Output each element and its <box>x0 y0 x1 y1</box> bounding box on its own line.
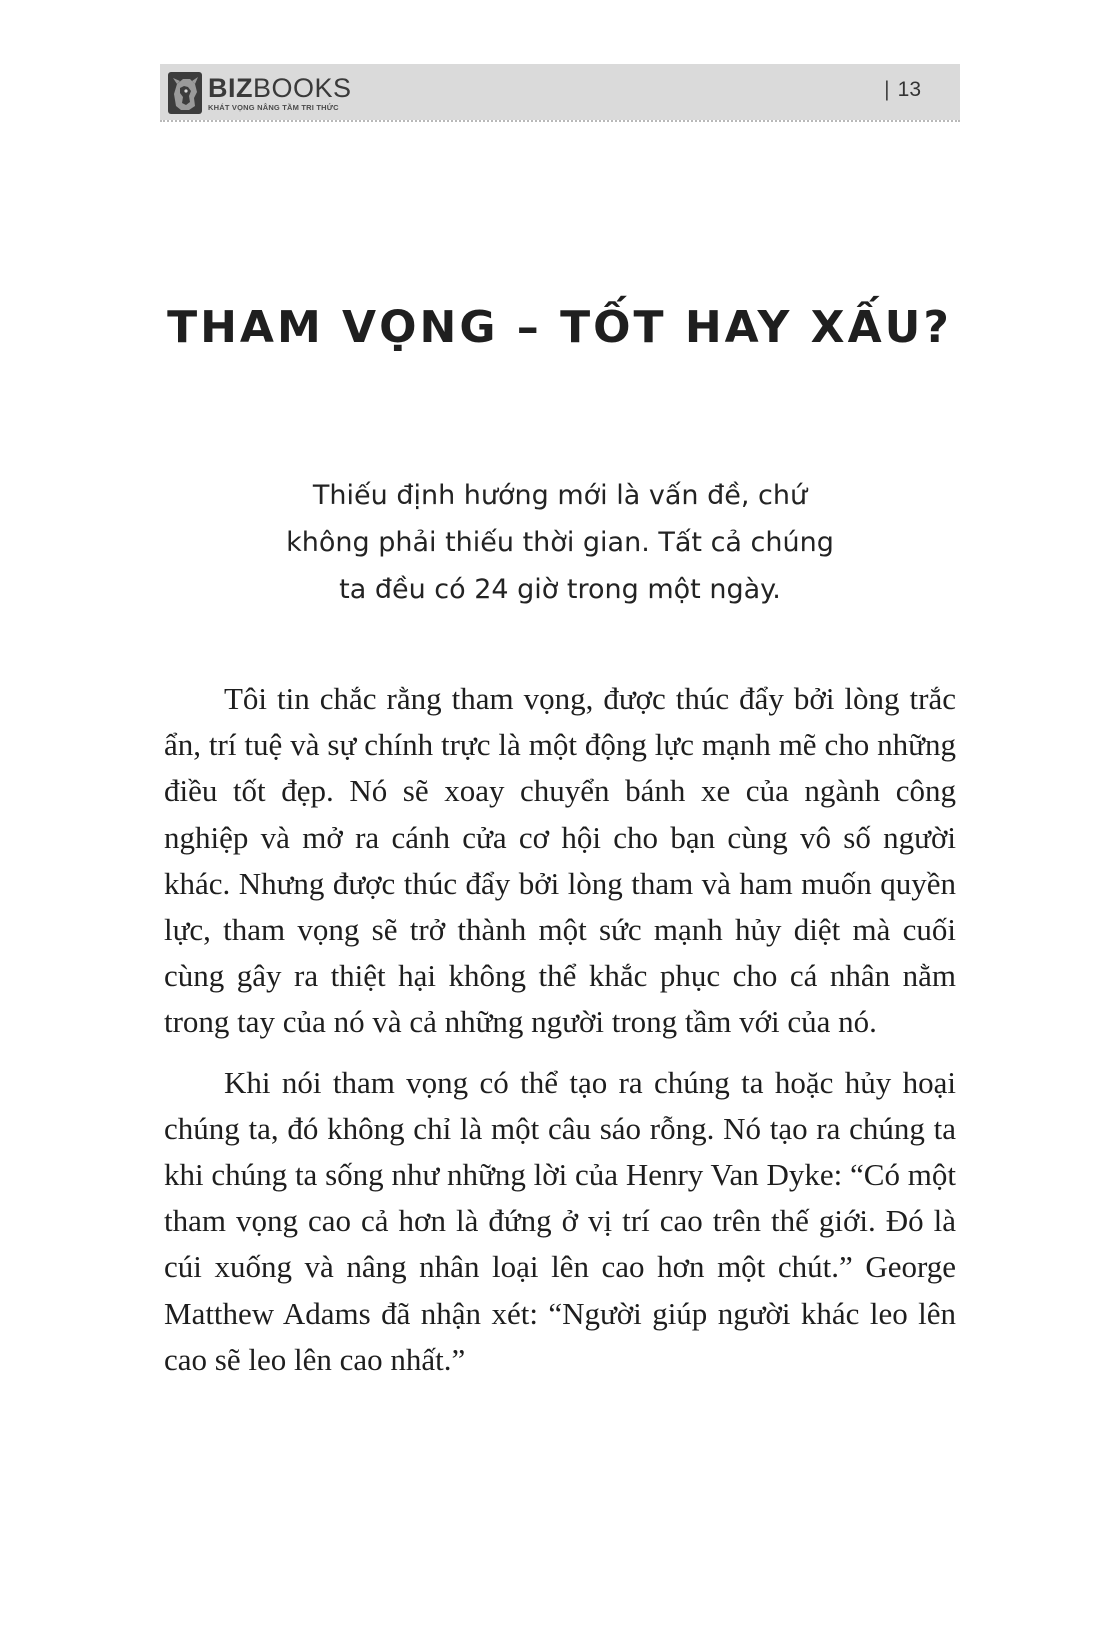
epigraph-line: ta đều có 24 giờ trong một ngày. <box>339 574 781 605</box>
body-paragraph: Khi nói tham vọng có thể tạo ra chúng ta hoặc hủy hoại chúng ta, đó không chỉ là một câu sáo rỗng. Nó tạo ra chúng ta khi chúng ta sống như những lời của Henry Van Dyke: “Có một tham vọng cao cả hơn là đứng ở vị trí cao trên thế giới. Đó là cúi xuống và nâng nhân loại lên cao hơn một chút.” George Matthew Adams đã nhận xét: “Người giúp người khác leo lên cao sẽ leo lên cao nhất.” <box>164 1064 956 1377</box>
page-number-block <box>884 78 921 102</box>
brand-name: BIZBOOKS <box>208 72 352 103</box>
brand-tagline: KHÁT VỌNG NÂNG TẦM TRI THỨC <box>208 102 339 112</box>
page-number: 13 <box>897 78 921 101</box>
page-number-separator: | <box>884 78 890 101</box>
header-dotted-rule <box>160 120 960 122</box>
chapter-title: THAM VỌNG – TỐT HAY XẤU? <box>167 302 952 353</box>
body-text <box>164 676 956 1397</box>
publisher-logo <box>168 70 352 116</box>
lion-head-icon <box>168 72 202 114</box>
epigraph-line: Thiếu định hướng mới là vấn đề, chứ <box>312 480 808 511</box>
logo-wordmark <box>208 72 352 112</box>
epigraph-line: không phải thiếu thời gian. Tất cả chúng <box>286 527 834 558</box>
body-paragraph: Tôi tin chắc rằng tham vọng, được thúc đẩy bởi lòng trắc ẩn, trí tuệ và sự chính trực là một động lực mạnh mẽ cho những điều tốt đẹp. Nó sẽ xoay chuyển bánh xe của ngành công nghiệp và mở ra cánh cửa cơ hội cho bạn cùng vô số người khác. Nhưng được thúc đẩy bởi lòng tham và ham muốn quyền lực, tham vọng sẽ trở thành một sức mạnh hủy diệt mà cuối cùng gây ra thiệt hại không thể khắc phục cho cá nhân nằm trong tay của nó và cả những người trong tầm với của nó. <box>164 681 956 1040</box>
epigraph-quote <box>220 472 900 613</box>
